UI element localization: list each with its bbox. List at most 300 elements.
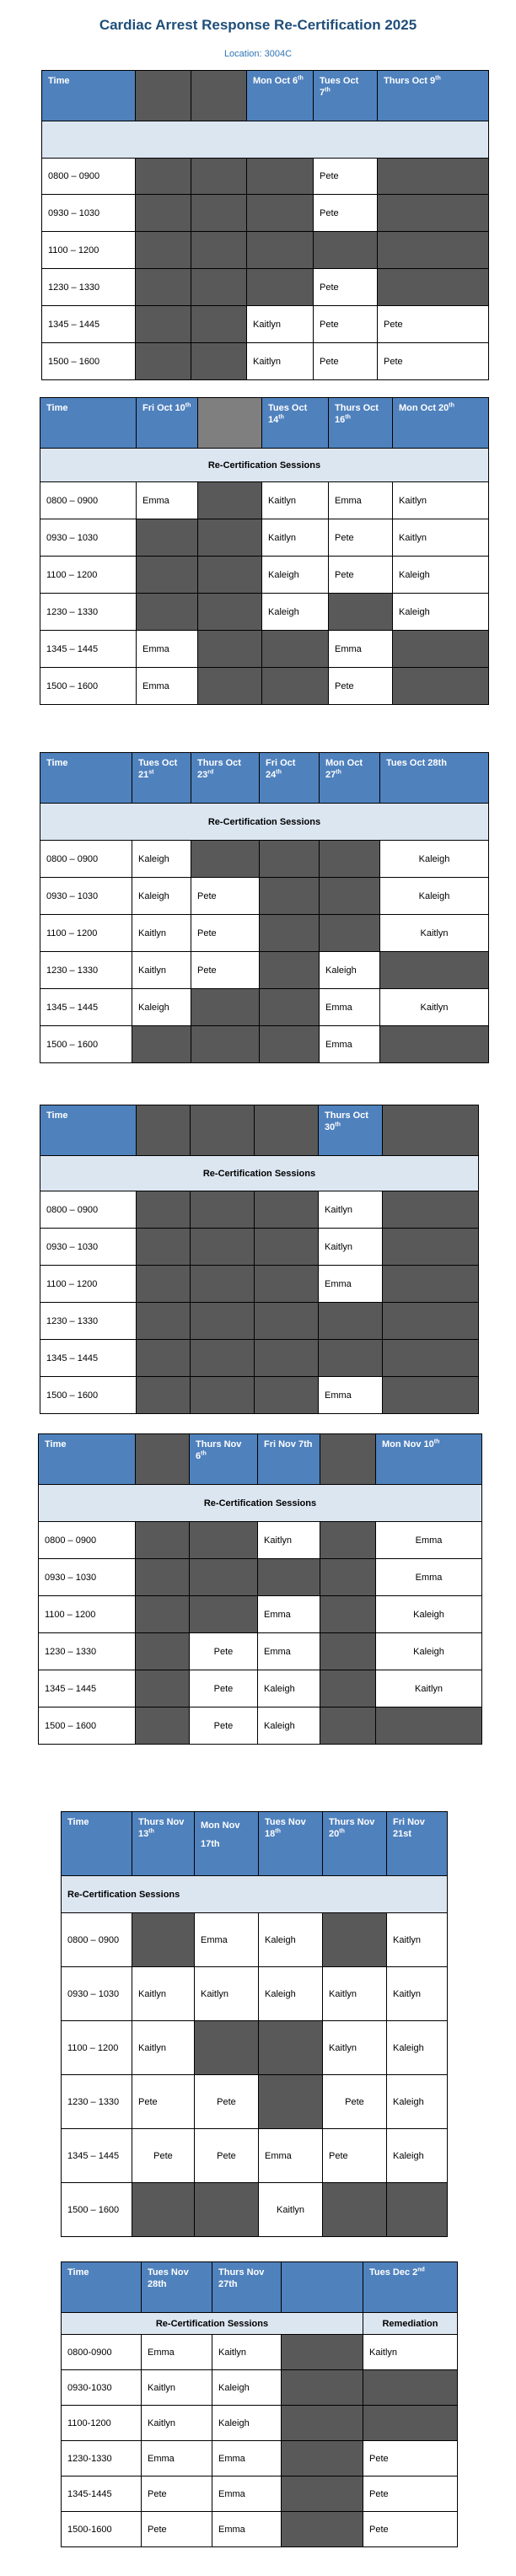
schedule-table-7 — [61, 2261, 458, 2547]
schedule-cell: Kaleigh — [212, 2406, 282, 2441]
table-row — [62, 2477, 458, 2512]
time-cell: 1100 – 1200 — [62, 2021, 132, 2075]
unavailable-cell — [136, 343, 191, 380]
unavailable-cell — [393, 631, 489, 668]
table-row — [40, 1026, 489, 1063]
blank-header — [136, 71, 191, 121]
unavailable-cell — [282, 2335, 363, 2370]
date-header: Tues Dec 2nd — [363, 2262, 458, 2313]
table-row — [62, 2441, 458, 2477]
unavailable-cell — [191, 1191, 255, 1229]
date-header: Mon Nov 17th — [195, 1812, 259, 1876]
schedule-cell: Kaitlyn — [387, 1913, 448, 1967]
schedule-cell: Kaitlyn — [393, 482, 489, 519]
schedule-cell: Pete — [329, 519, 393, 557]
schedule-cell: Kaleigh — [262, 557, 329, 594]
section-row — [42, 121, 489, 159]
schedule-cell: Emma — [142, 2441, 212, 2477]
unavailable-cell — [260, 841, 320, 878]
unavailable-cell — [319, 1303, 383, 1340]
table-row — [42, 269, 489, 306]
table-row — [62, 2335, 458, 2370]
table-row — [62, 2370, 458, 2406]
schedule-cell: Emma — [212, 2512, 282, 2547]
date-header: Thurs Nov 27th — [212, 2262, 282, 2313]
time-cell: 0930 – 1030 — [42, 195, 136, 232]
unavailable-cell — [198, 631, 262, 668]
unavailable-cell — [191, 1229, 255, 1266]
table-row — [40, 841, 489, 878]
unavailable-cell — [136, 1670, 190, 1707]
unavailable-cell — [383, 1266, 479, 1303]
schedule-cell: Kaleigh — [132, 989, 191, 1026]
table-row — [40, 1191, 479, 1229]
unavailable-cell — [136, 1434, 190, 1485]
schedule-cell: Kaitlyn — [323, 2021, 387, 2075]
schedule-cell: Kaleigh — [387, 2075, 448, 2129]
unavailable-cell — [195, 2183, 259, 2237]
time-header: Time — [39, 1434, 136, 1485]
unavailable-cell — [137, 1105, 191, 1156]
unavailable-cell — [191, 1105, 255, 1156]
table-row — [62, 2075, 448, 2129]
unavailable-cell — [137, 1377, 191, 1414]
unavailable-cell — [137, 1340, 191, 1377]
table-row — [62, 2021, 448, 2075]
time-cell: 1100 – 1200 — [42, 232, 136, 269]
schedule-cell: Emma — [329, 631, 393, 668]
unavailable-cell — [260, 915, 320, 952]
header-cell — [282, 2262, 363, 2313]
table-row — [40, 952, 489, 989]
schedule-cell: Pete — [363, 2477, 458, 2512]
schedule-cell: Kaitlyn — [380, 915, 489, 952]
unavailable-cell — [282, 2512, 363, 2547]
table-row — [40, 1229, 479, 1266]
table-row — [40, 519, 489, 557]
unavailable-cell — [320, 841, 380, 878]
schedule-cell: Pete — [378, 343, 489, 380]
unavailable-cell — [363, 2406, 458, 2441]
unavailable-cell — [255, 1340, 319, 1377]
unavailable-cell — [262, 631, 329, 668]
schedule-cell: Pete — [314, 159, 378, 195]
section-label: Re-Certification Sessions — [40, 804, 489, 841]
unavailable-cell — [282, 2370, 363, 2406]
schedule-cell: Kaitlyn — [319, 1229, 383, 1266]
date-header: Mon Nov 10th — [376, 1434, 482, 1485]
schedule-table-1 — [41, 70, 489, 380]
unavailable-cell — [191, 195, 247, 232]
schedule-cell: Kaleigh — [258, 1707, 320, 1745]
schedule-cell: Kaleigh — [393, 557, 489, 594]
unavailable-cell — [136, 1559, 190, 1596]
schedule-cell: Pete — [195, 2129, 259, 2183]
date-header: Thurs Oct 23rd — [191, 753, 260, 804]
unavailable-cell — [137, 557, 198, 594]
schedule-cell: Emma — [329, 482, 393, 519]
unavailable-cell — [282, 2441, 363, 2477]
unavailable-cell — [262, 668, 329, 705]
time-cell: 1230 – 1330 — [42, 269, 136, 306]
schedule-cell: Kaleigh — [132, 841, 191, 878]
schedule-table-2 — [40, 397, 489, 705]
unavailable-cell — [383, 1229, 479, 1266]
time-header: Time — [40, 1105, 137, 1156]
table-row — [40, 594, 489, 631]
unavailable-cell — [191, 1266, 255, 1303]
time-cell: 1500 – 1600 — [40, 1026, 132, 1063]
unavailable-cell — [376, 1707, 482, 1745]
schedule-cell: Kaitlyn — [247, 343, 314, 380]
unavailable-cell — [282, 2477, 363, 2512]
schedule-cell: Kaitlyn — [319, 1191, 383, 1229]
date-header: Fri Oct 24th — [260, 753, 320, 804]
unavailable-cell — [191, 1026, 260, 1063]
schedule-cell: Pete — [191, 878, 260, 915]
date-header: Thurs Nov 13th — [132, 1812, 195, 1876]
schedule-cell: Pete — [323, 2129, 387, 2183]
unavailable-cell — [191, 1377, 255, 1414]
time-cell: 1230 – 1330 — [40, 594, 137, 631]
unavailable-cell — [191, 989, 260, 1026]
schedule-cell: Pete — [191, 915, 260, 952]
remediation-label: Remediation — [363, 2313, 458, 2335]
unavailable-cell — [191, 232, 247, 269]
unavailable-cell — [136, 1522, 190, 1559]
time-cell: 0800-0900 — [62, 2335, 142, 2370]
date-header: Tues Nov 28th — [142, 2262, 212, 2313]
unavailable-cell — [320, 1670, 376, 1707]
blank-header — [198, 398, 262, 449]
location-label: Location: 3004C — [223, 49, 293, 59]
schedule-cell: Emma — [137, 668, 198, 705]
unavailable-cell — [136, 1596, 190, 1633]
unavailable-cell — [320, 1633, 376, 1670]
date-header: Mon Oct 20th — [393, 398, 489, 449]
time-cell: 1100-1200 — [62, 2406, 142, 2441]
unavailable-cell — [132, 1026, 191, 1063]
date-header: Tues Oct 7th — [314, 71, 378, 121]
unavailable-cell — [136, 306, 191, 343]
unavailable-cell — [132, 1913, 195, 1967]
unavailable-cell — [191, 343, 247, 380]
unavailable-cell — [255, 1191, 319, 1229]
schedule-table-4 — [40, 1105, 479, 1414]
schedule-cell: Emma — [137, 631, 198, 668]
date-header: Tues Oct 14th — [262, 398, 329, 449]
table-row — [42, 159, 489, 195]
time-cell: 0800 – 0900 — [40, 1191, 137, 1229]
schedule-cell: Emma — [212, 2441, 282, 2477]
schedule-cell: Kaleigh — [212, 2370, 282, 2406]
schedule-cell: Emma — [142, 2335, 212, 2370]
schedule-cell: Kaleigh — [259, 1913, 323, 1967]
schedule-cell: Pete — [191, 952, 260, 989]
table-row — [39, 1596, 482, 1633]
schedule-cell: Kaleigh — [262, 594, 329, 631]
schedule-cell: Emma — [258, 1633, 320, 1670]
unavailable-cell — [323, 2183, 387, 2237]
unavailable-cell — [260, 878, 320, 915]
unavailable-cell — [137, 594, 198, 631]
table-row — [40, 1266, 479, 1303]
schedule-cell: Pete — [132, 2129, 195, 2183]
unavailable-cell — [260, 952, 320, 989]
table-row — [40, 1377, 479, 1414]
unavailable-cell — [314, 232, 378, 269]
time-cell: 1500 – 1600 — [40, 1377, 137, 1414]
time-cell: 1500-1600 — [62, 2512, 142, 2547]
date-header: Tues Oct 21st — [132, 753, 191, 804]
unavailable-cell — [136, 269, 191, 306]
unavailable-cell — [320, 1707, 376, 1745]
schedule-cell: Kaleigh — [259, 1967, 323, 2021]
schedule-cell: Pete — [314, 306, 378, 343]
unavailable-cell — [323, 1913, 387, 1967]
unavailable-cell — [320, 878, 380, 915]
schedule-cell: Kaitlyn — [393, 519, 489, 557]
time-cell: 1100 – 1200 — [40, 557, 137, 594]
schedule-cell: Kaleigh — [132, 878, 191, 915]
unavailable-cell — [363, 2370, 458, 2406]
schedule-cell: Kaitlyn — [212, 2335, 282, 2370]
unavailable-cell — [136, 232, 191, 269]
unavailable-cell — [258, 1559, 320, 1596]
unavailable-cell — [190, 1559, 258, 1596]
schedule-cell: Emma — [376, 1522, 482, 1559]
table-row — [40, 668, 489, 705]
schedule-cell: Kaitlyn — [258, 1522, 320, 1559]
unavailable-cell — [255, 1105, 319, 1156]
date-header: Mon Oct 6th — [247, 71, 314, 121]
schedule-cell: Emma — [320, 1026, 380, 1063]
section-label: Re-Certification Sessions — [62, 2313, 363, 2335]
schedule-cell: Kaleigh — [258, 1670, 320, 1707]
unavailable-cell — [137, 519, 198, 557]
schedule-cell: Pete — [363, 2441, 458, 2477]
date-header: Fri Nov 21st — [387, 1812, 448, 1876]
date-header: Mon Oct 27th — [320, 753, 380, 804]
unavailable-cell — [282, 2406, 363, 2441]
table-row — [40, 989, 489, 1026]
unavailable-cell — [260, 989, 320, 1026]
unavailable-cell — [191, 1340, 255, 1377]
unavailable-cell — [137, 1229, 191, 1266]
schedule-cell: Pete — [190, 1707, 258, 1745]
table-row — [42, 195, 489, 232]
schedule-cell: Kaitlyn — [262, 482, 329, 519]
schedule-cell: Emma — [259, 2129, 323, 2183]
table-row — [42, 232, 489, 269]
schedule-cell: Kaitlyn — [259, 2183, 323, 2237]
date-header: Tues Nov 18th — [259, 1812, 323, 1876]
schedule-cell: Pete — [142, 2477, 212, 2512]
unavailable-cell — [383, 1303, 479, 1340]
table-row — [40, 482, 489, 519]
schedule-cell: Emma — [137, 482, 198, 519]
schedule-cell: Emma — [258, 1596, 320, 1633]
unavailable-cell — [136, 1707, 190, 1745]
schedule-cell: Pete — [323, 2075, 387, 2129]
unavailable-cell — [132, 2183, 195, 2237]
unavailable-cell — [191, 1303, 255, 1340]
time-cell: 1345 – 1445 — [40, 989, 132, 1026]
unavailable-cell — [198, 519, 262, 557]
schedule-cell: Kaleigh — [380, 841, 489, 878]
date-header: Thurs Oct 16th — [329, 398, 393, 449]
unavailable-cell — [191, 269, 247, 306]
unavailable-cell — [380, 952, 489, 989]
schedule-cell: Pete — [142, 2512, 212, 2547]
time-header: Time — [40, 753, 132, 804]
unavailable-cell — [320, 915, 380, 952]
unavailable-cell — [191, 841, 260, 878]
unavailable-cell — [136, 195, 191, 232]
table-row — [39, 1670, 482, 1707]
time-cell: 1500 – 1600 — [39, 1707, 136, 1745]
unavailable-cell — [137, 1303, 191, 1340]
unavailable-cell — [198, 594, 262, 631]
schedule-cell: Pete — [314, 195, 378, 232]
table-row — [62, 2129, 448, 2183]
time-cell: 0930-1030 — [62, 2370, 142, 2406]
time-cell: 0800 – 0900 — [42, 159, 136, 195]
unavailable-cell — [320, 1522, 376, 1559]
time-cell: 1500 – 1600 — [62, 2183, 132, 2237]
unavailable-cell — [190, 1522, 258, 1559]
unavailable-cell — [137, 1191, 191, 1229]
table-row — [40, 557, 489, 594]
unavailable-cell — [136, 159, 191, 195]
time-cell: 1230-1330 — [62, 2441, 142, 2477]
time-cell: 1500 – 1600 — [42, 343, 136, 380]
time-cell: 0800 – 0900 — [40, 841, 132, 878]
time-cell: 1100 – 1200 — [40, 915, 132, 952]
time-cell: 0930 – 1030 — [40, 1229, 137, 1266]
table-row — [39, 1633, 482, 1670]
schedule-cell: Emma — [320, 989, 380, 1026]
time-cell: 1230 – 1330 — [40, 952, 132, 989]
unavailable-cell — [259, 2075, 323, 2129]
table-row — [40, 915, 489, 952]
schedule-cell: Kaleigh — [387, 2129, 448, 2183]
unavailable-cell — [260, 1026, 320, 1063]
schedule-cell: Kaitlyn — [132, 915, 191, 952]
table-row — [39, 1707, 482, 1745]
unavailable-cell — [136, 1633, 190, 1670]
table-row — [62, 1913, 448, 1967]
schedule-cell: Pete — [132, 2075, 195, 2129]
schedule-cell: Kaleigh — [376, 1596, 482, 1633]
section-label: Re-Certification Sessions — [62, 1876, 448, 1913]
schedule-cell: Emma — [376, 1559, 482, 1596]
date-header: Tues Oct 28th — [380, 753, 489, 804]
unavailable-cell — [320, 1596, 376, 1633]
table-row — [42, 306, 489, 343]
unavailable-cell — [137, 1266, 191, 1303]
unavailable-cell — [320, 1434, 376, 1485]
table-row — [42, 343, 489, 380]
date-header: Fri Oct 10th — [137, 398, 198, 449]
unavailable-cell — [393, 668, 489, 705]
schedule-cell: Kaitlyn — [380, 989, 489, 1026]
unavailable-cell — [255, 1303, 319, 1340]
unavailable-cell — [383, 1105, 479, 1156]
schedule-cell: Emma — [319, 1377, 383, 1414]
time-cell: 1345 – 1445 — [62, 2129, 132, 2183]
date-header: Thurs Nov 20th — [323, 1812, 387, 1876]
schedule-cell: Pete — [378, 306, 489, 343]
time-cell: 0930 – 1030 — [40, 878, 132, 915]
schedule-cell: Kaitlyn — [132, 1967, 195, 2021]
unavailable-cell — [378, 269, 489, 306]
schedule-cell: Pete — [363, 2512, 458, 2547]
table-row — [40, 1303, 479, 1340]
time-cell: 0800 – 0900 — [40, 482, 137, 519]
table-row — [62, 2406, 458, 2441]
table-row — [40, 878, 489, 915]
schedule-cell: Kaitlyn — [142, 2370, 212, 2406]
time-header: Time — [62, 2262, 142, 2313]
unavailable-cell — [247, 195, 314, 232]
schedule-cell: Kaitlyn — [262, 519, 329, 557]
time-header: Time — [42, 71, 136, 121]
table-row — [62, 1967, 448, 2021]
table-row — [39, 1559, 482, 1596]
unavailable-cell — [247, 232, 314, 269]
unavailable-cell — [378, 195, 489, 232]
time-cell: 1345 – 1445 — [40, 1340, 137, 1377]
unavailable-cell — [259, 2021, 323, 2075]
schedule-cell: Pete — [190, 1670, 258, 1707]
unavailable-cell — [383, 1191, 479, 1229]
schedule-cell: Kaitlyn — [142, 2406, 212, 2441]
time-cell: 1500 – 1600 — [40, 668, 137, 705]
section-label: Re-Certification Sessions — [39, 1485, 482, 1522]
time-cell: 0930 – 1030 — [62, 1967, 132, 2021]
unavailable-cell — [320, 1559, 376, 1596]
table-row — [62, 2512, 458, 2547]
unavailable-cell — [255, 1229, 319, 1266]
schedule-cell: Kaleigh — [387, 2021, 448, 2075]
time-cell: 0930 – 1030 — [40, 519, 137, 557]
unavailable-cell — [198, 482, 262, 519]
unavailable-cell — [378, 159, 489, 195]
section-label: Re-Certification Sessions — [40, 1156, 479, 1191]
schedule-table-3 — [40, 752, 489, 1063]
time-cell: 1230 – 1330 — [39, 1633, 136, 1670]
unavailable-cell — [191, 159, 247, 195]
time-cell: 1100 – 1200 — [40, 1266, 137, 1303]
schedule-cell: Pete — [329, 557, 393, 594]
time-cell: 0800 – 0900 — [39, 1522, 136, 1559]
time-cell: 0800 – 0900 — [62, 1913, 132, 1967]
date-header: Thurs Oct 30th — [319, 1105, 383, 1156]
date-header: Thurs Oct 9th — [378, 71, 489, 121]
table-row — [40, 631, 489, 668]
schedule-cell: Kaitlyn — [132, 952, 191, 989]
date-header: Thurs Nov 6th — [190, 1434, 258, 1485]
time-cell: 1345 – 1445 — [42, 306, 136, 343]
unavailable-cell — [195, 2021, 259, 2075]
table-row — [40, 1340, 479, 1377]
unavailable-cell — [198, 557, 262, 594]
unavailable-cell — [255, 1266, 319, 1303]
schedule-table-5 — [38, 1433, 482, 1745]
schedule-cell: Kaitlyn — [323, 1967, 387, 2021]
time-cell: 1345 – 1445 — [39, 1670, 136, 1707]
